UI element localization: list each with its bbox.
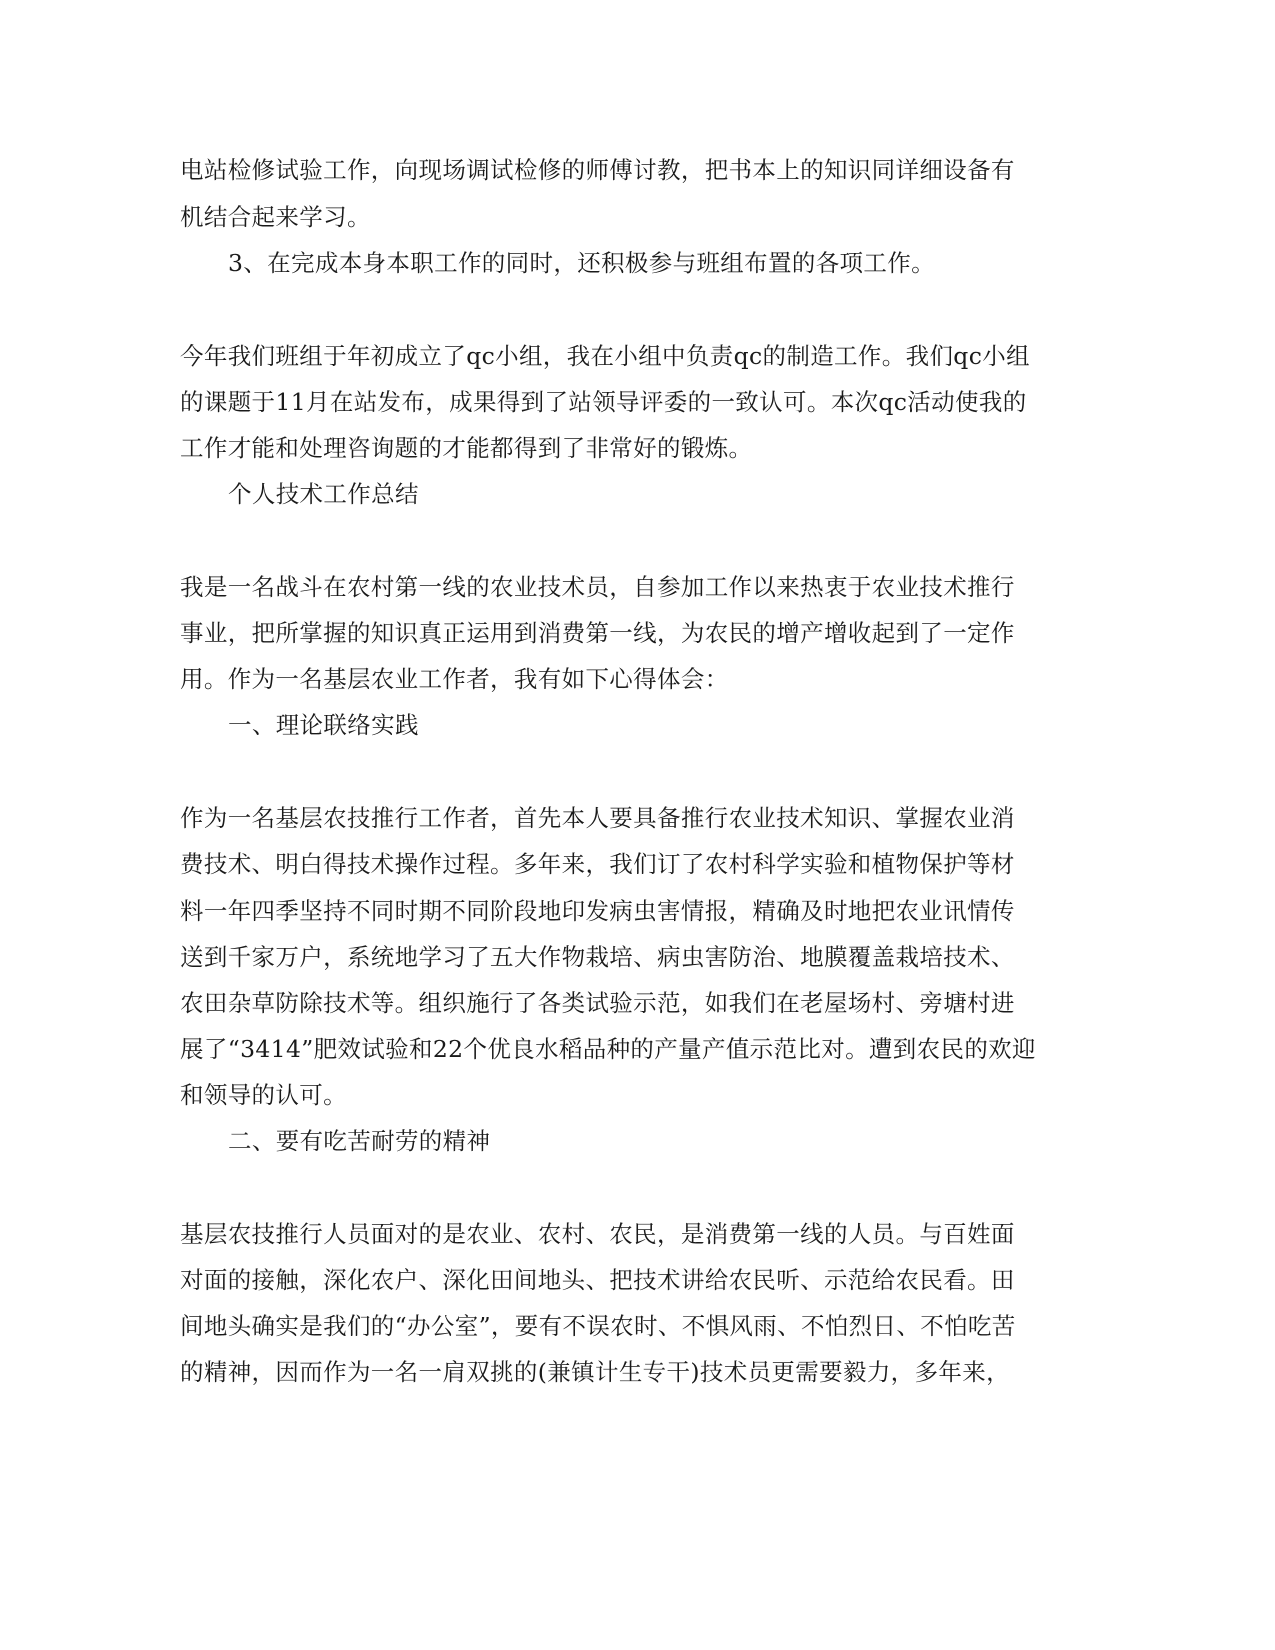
text-line: 事业，把所掌握的知识真正运用到消费第一线，为农民的增产增收起到了一定作 <box>180 619 1015 647</box>
text-line: 用。作为一名基层农业工作者，我有如下心得体会： <box>180 665 729 693</box>
text-line: 基层农技推行人员面对的是农业、农村、农民，是消费第一线的人员。与百姓面 <box>180 1220 1015 1248</box>
text-line: 和领导的认可。 <box>180 1081 347 1109</box>
text-line: 费技术、明白得技术操作过程。多年来，我们订了农村科学实验和植物保护等材 <box>180 850 1015 878</box>
text-line: 工作才能和处理咨询题的才能都得到了非常好的锻炼。 <box>180 434 753 462</box>
text-line: 对面的接触，深化农户、深化田间地头、把技术讲给农民听、示范给农民看。田 <box>180 1266 1015 1294</box>
text-line: 农田杂草防除技术等。组织施行了各类试验示范，如我们在老屋场村、旁塘村进 <box>180 989 1015 1017</box>
text-line: 间地头确实是我们的“办公室”，要有不误农时、不惧风雨、不怕烈日、不怕吃苦 <box>180 1312 1016 1340</box>
section-heading: 二、要有吃苦耐劳的精神 <box>228 1127 491 1155</box>
text-line: 今年我们班组于年初成立了qc小组，我在小组中负责qc的制造工作。我们qc小组 <box>180 342 1030 370</box>
text-line: 送到千家万户，系统地学习了五大作物栽培、病虫害防治、地膜覆盖栽培技术、 <box>180 943 1015 971</box>
text-line: 料一年四季坚持不同时期不同阶段地印发病虫害情报，精确及时地把农业讯情传 <box>180 897 1015 925</box>
text-line: 机结合起来学习。 <box>180 203 371 231</box>
text-line: 作为一名基层农技推行工作者，首先本人要具备推行农业技术知识、掌握农业消 <box>180 804 1015 832</box>
text-line: 我是一名战斗在农村第一线的农业技术员，自参加工作以来热衷于农业技术推行 <box>180 573 1015 601</box>
text-line: 的课题于11月在站发布，成果得到了站领导评委的一致认可。本次qc活动使我的 <box>180 388 1027 416</box>
text-line: 的精神，因而作为一名一肩双挑的(兼镇计生专干)技术员更需要毅力，多年来， <box>180 1358 1010 1386</box>
section-heading: 个人技术工作总结 <box>228 480 419 508</box>
text-line: 展了“3414”肥效试验和22个优良水稻品种的产量产值示范比对。遭到农民的欢迎 <box>180 1035 1036 1063</box>
text-line: 电站检修试验工作，向现场调试检修的师傅讨教，把书本上的知识同详细设备有 <box>180 156 1015 184</box>
section-heading: 一、理论联络实践 <box>228 711 419 739</box>
text-line: 3、在完成本身本职工作的同时，还积极参与班组布置的各项工作。 <box>228 249 935 277</box>
